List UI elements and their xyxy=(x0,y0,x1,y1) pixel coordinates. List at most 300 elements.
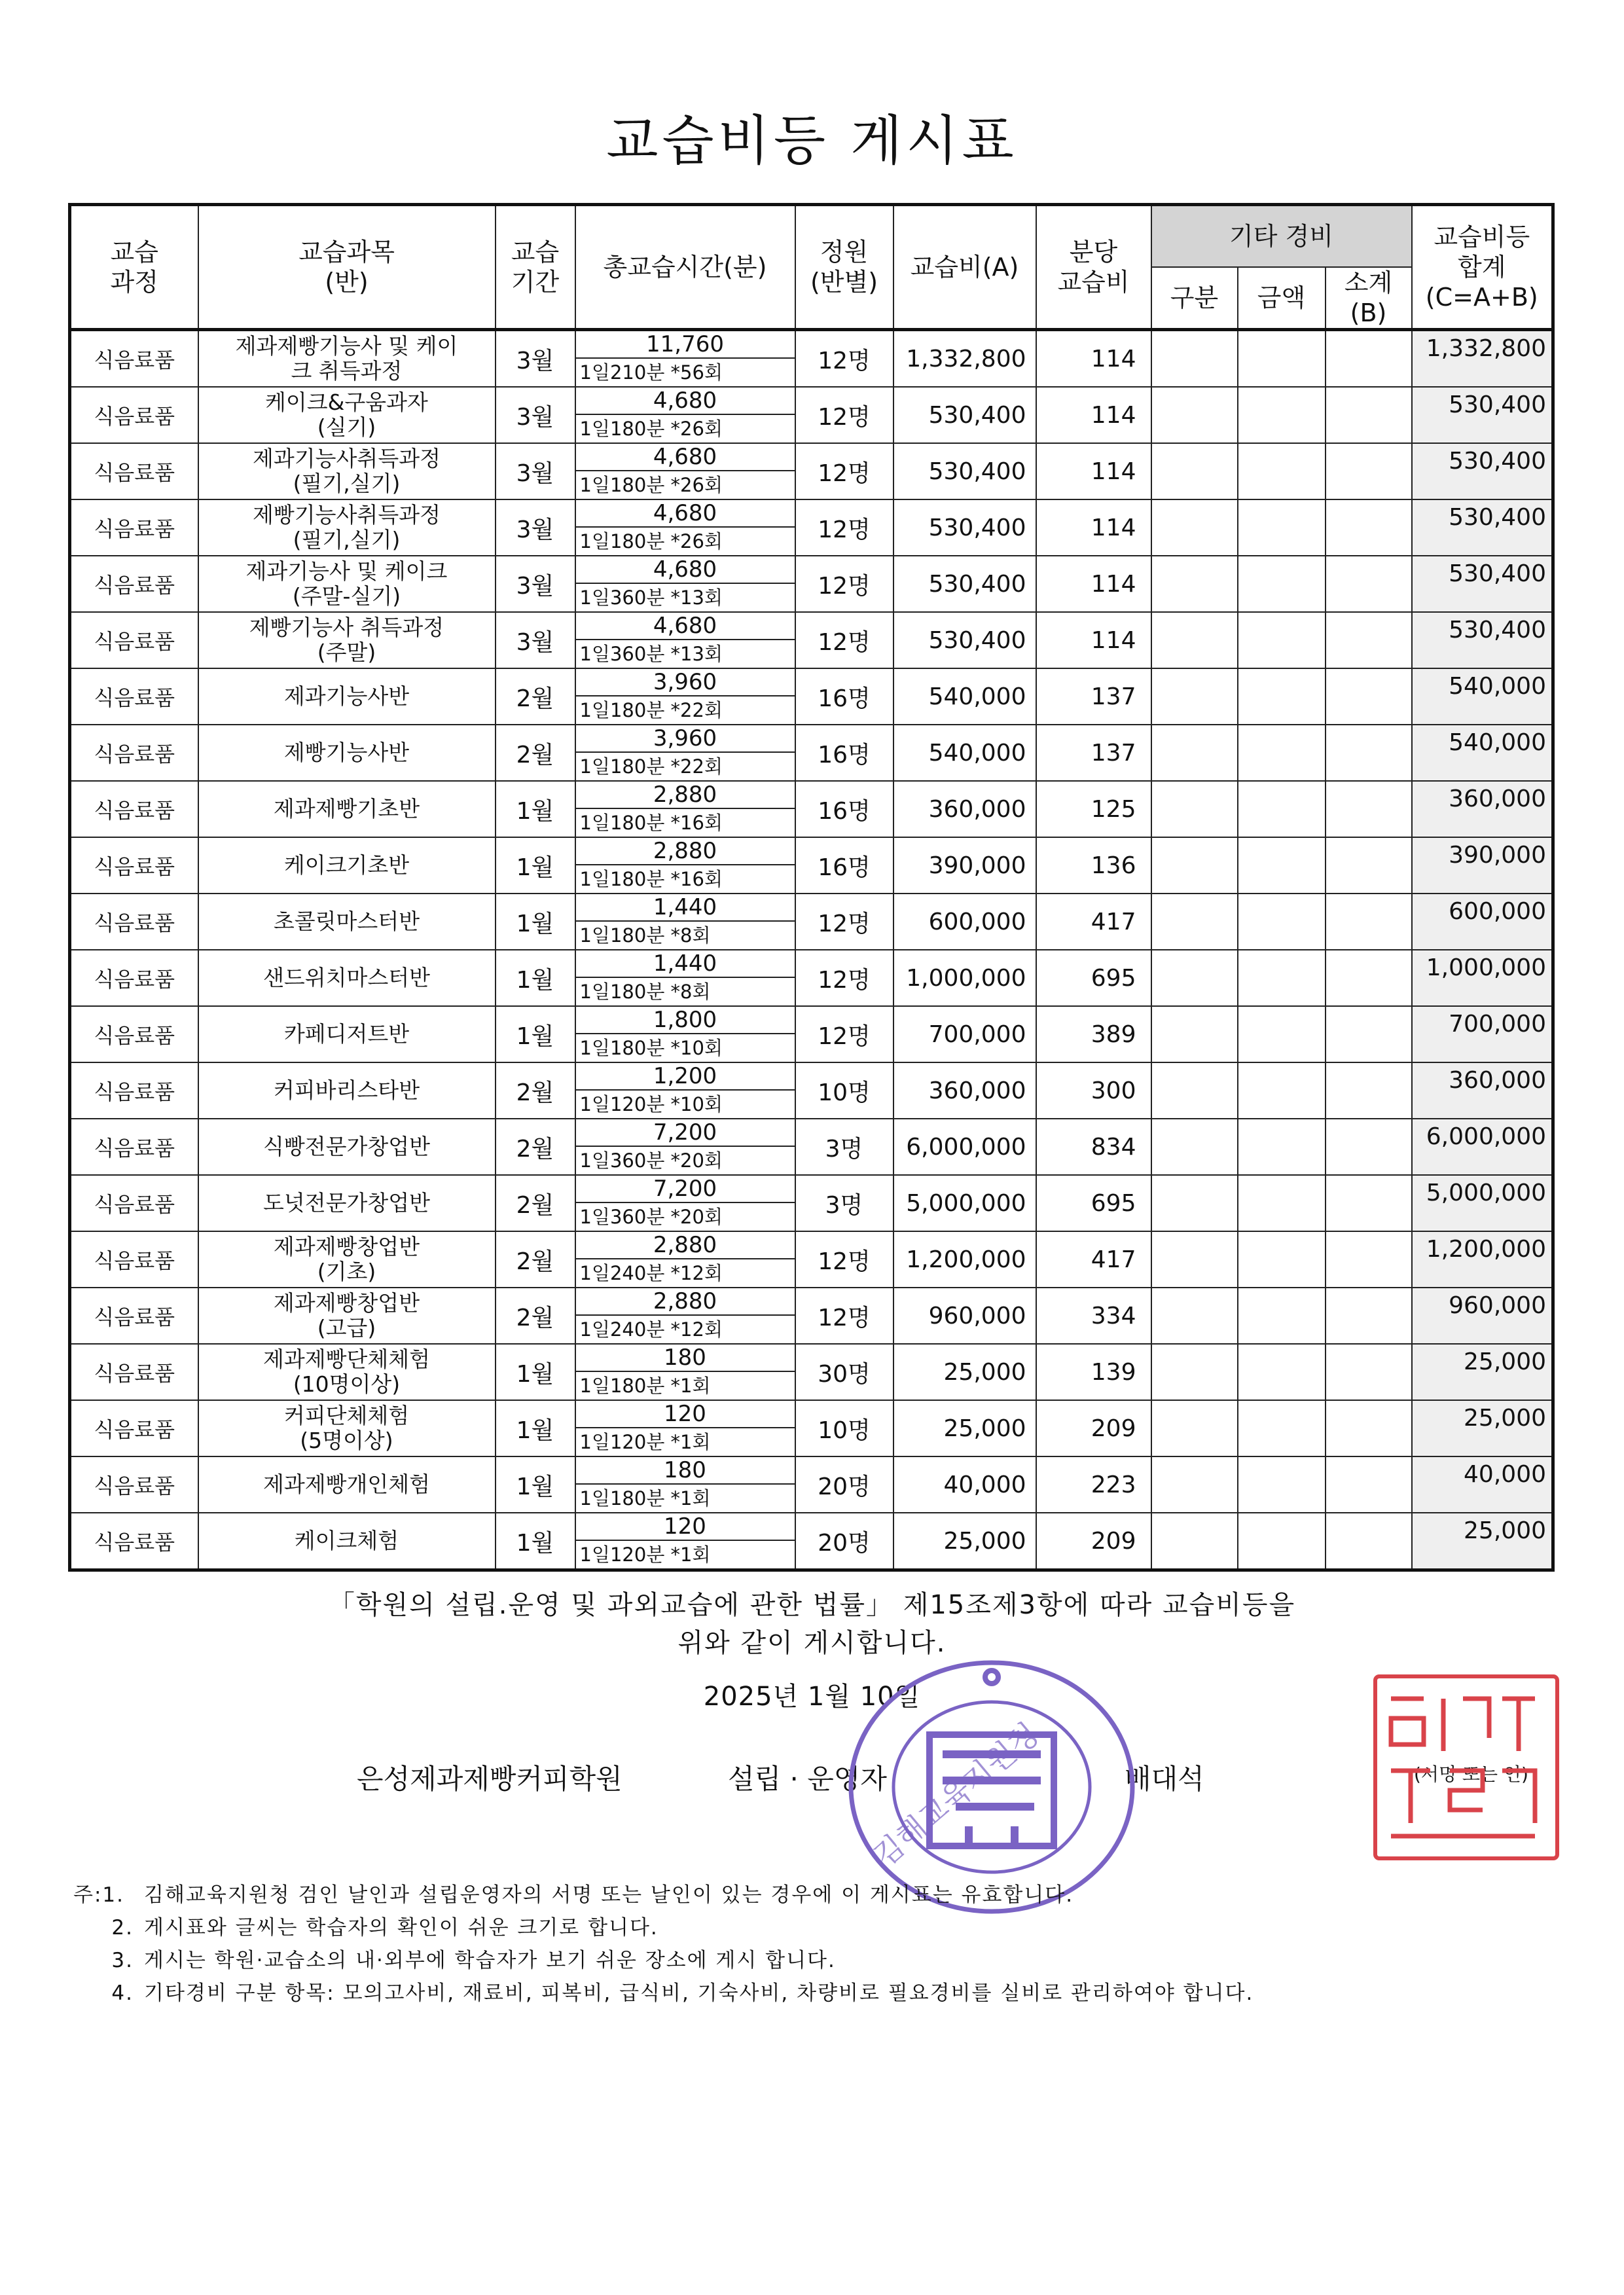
header-per-minute: 분당 교습비 xyxy=(1036,205,1151,330)
total-minutes: 11,760 xyxy=(576,331,795,359)
other-subtotal-cell xyxy=(1326,1006,1412,1062)
table-row xyxy=(70,1062,1553,1119)
sum-cell: 25,000 xyxy=(1412,1400,1553,1456)
operator-role: 설립 · 운영자 xyxy=(728,1763,887,1795)
per-minute-cell: 300 xyxy=(1036,1062,1151,1119)
other-subtotal-cell xyxy=(1326,1400,1412,1456)
session-detail: 1일360분 *20회 xyxy=(579,1206,723,1228)
session-detail: 1일180분 *22회 xyxy=(579,699,723,721)
other-amount-cell xyxy=(1238,1231,1326,1288)
operator-name: 배대석 xyxy=(1125,1763,1204,1795)
subject-cell: 제빵기능사취득과정 (필기,실기) xyxy=(198,499,496,556)
other-type-cell xyxy=(1151,556,1238,612)
period-cell: 1월 xyxy=(496,1513,575,1570)
other-type-cell xyxy=(1151,668,1238,725)
fee-cell: 540,000 xyxy=(893,725,1036,781)
sum-cell: 540,000 xyxy=(1412,725,1553,781)
course-cell: 식음료품 xyxy=(70,612,198,668)
period-cell: 1월 xyxy=(496,837,575,894)
session-detail: 1일240분 *12회 xyxy=(579,1262,723,1284)
period-cell: 2월 xyxy=(496,1062,575,1119)
total-minutes: 1,440 xyxy=(576,950,795,978)
legal-statement-line1: 「학원의 설립.운영 및 과외교습에 관한 법률」 제15조제3항에 따라 교습비등을 xyxy=(328,1590,1296,1620)
period-cell: 1월 xyxy=(496,950,575,1006)
capacity-cell: 10명 xyxy=(795,1400,893,1456)
other-type-cell xyxy=(1151,499,1238,556)
other-amount-cell xyxy=(1238,612,1326,668)
notes-section xyxy=(73,1879,1254,2010)
total-hours-cell xyxy=(575,1062,795,1119)
total-hours-cell xyxy=(575,1119,795,1175)
capacity-cell: 12명 xyxy=(795,443,893,499)
per-minute-cell: 137 xyxy=(1036,725,1151,781)
course-cell: 식음료품 xyxy=(70,1344,198,1400)
total-hours-cell xyxy=(575,1400,795,1456)
period-cell: 1월 xyxy=(496,1456,575,1513)
period-cell: 3월 xyxy=(496,330,575,388)
fee-cell: 360,000 xyxy=(893,1062,1036,1119)
other-subtotal-cell xyxy=(1326,1119,1412,1175)
session-detail: 1일180분 *26회 xyxy=(579,530,723,552)
other-amount-cell xyxy=(1238,387,1326,443)
sum-cell: 5,000,000 xyxy=(1412,1175,1553,1231)
fee-cell: 1,332,800 xyxy=(893,330,1036,388)
total-hours-cell xyxy=(575,725,795,781)
per-minute-cell: 125 xyxy=(1036,781,1151,837)
period-cell: 1월 xyxy=(496,1344,575,1400)
table-row xyxy=(70,443,1553,499)
other-subtotal-cell xyxy=(1326,499,1412,556)
table-row xyxy=(70,1344,1553,1400)
other-type-cell xyxy=(1151,1288,1238,1344)
subject-cell: 커피바리스타반 xyxy=(198,1062,496,1119)
other-amount-cell xyxy=(1238,1175,1326,1231)
other-subtotal-cell xyxy=(1326,837,1412,894)
other-amount-cell xyxy=(1238,725,1326,781)
other-type-cell xyxy=(1151,387,1238,443)
total-hours-cell xyxy=(575,612,795,668)
total-minutes: 1,440 xyxy=(576,894,795,922)
other-type-cell xyxy=(1151,781,1238,837)
course-cell: 식음료품 xyxy=(70,1288,198,1344)
session-detail: 1일180분 *22회 xyxy=(579,755,723,778)
other-type-cell xyxy=(1151,894,1238,950)
other-subtotal-cell xyxy=(1326,1288,1412,1344)
course-cell: 식음료품 xyxy=(70,1119,198,1175)
subject-cell: 제과제빵개인체험 xyxy=(198,1456,496,1513)
other-type-cell xyxy=(1151,1344,1238,1400)
subject-cell: 카페디저트반 xyxy=(198,1006,496,1062)
total-hours-cell xyxy=(575,1344,795,1400)
other-subtotal-cell xyxy=(1326,330,1412,388)
header-capacity: 정원 (반별) xyxy=(795,205,893,330)
capacity-cell: 20명 xyxy=(795,1456,893,1513)
course-cell: 식음료품 xyxy=(70,443,198,499)
session-detail: 1일360분 *20회 xyxy=(579,1149,723,1172)
other-amount-cell xyxy=(1238,1062,1326,1119)
table-row xyxy=(70,387,1553,443)
capacity-cell: 3명 xyxy=(795,1119,893,1175)
fee-cell: 530,400 xyxy=(893,387,1036,443)
total-hours-cell xyxy=(575,1006,795,1062)
per-minute-cell: 417 xyxy=(1036,894,1151,950)
note-3: 3. 게시는 학원·교습소의 내·외부에 학습자가 보기 쉬운 장소에 게시 합니다. xyxy=(111,1949,836,1972)
fee-cell: 960,000 xyxy=(893,1288,1036,1344)
table-row xyxy=(70,1288,1553,1344)
capacity-cell: 12명 xyxy=(795,330,893,388)
per-minute-cell: 114 xyxy=(1036,443,1151,499)
subject-cell: 케이크기초반 xyxy=(198,837,496,894)
sum-cell: 530,400 xyxy=(1412,443,1553,499)
other-subtotal-cell xyxy=(1326,612,1412,668)
period-cell: 3월 xyxy=(496,387,575,443)
total-minutes: 1,800 xyxy=(576,1007,795,1034)
period-cell: 2월 xyxy=(496,1231,575,1288)
other-subtotal-cell xyxy=(1326,1344,1412,1400)
other-type-cell xyxy=(1151,1175,1238,1231)
other-amount-cell xyxy=(1238,499,1326,556)
capacity-cell: 10명 xyxy=(795,1062,893,1119)
header-other-amount: 금액 xyxy=(1238,267,1326,330)
period-cell: 2월 xyxy=(496,1119,575,1175)
fee-cell: 530,400 xyxy=(893,612,1036,668)
subject-cell: 제빵기능사반 xyxy=(198,725,496,781)
sum-cell: 40,000 xyxy=(1412,1456,1553,1513)
subject-cell: 제과제빵창업반 (고급) xyxy=(198,1288,496,1344)
other-type-cell xyxy=(1151,1400,1238,1456)
table-row xyxy=(70,499,1553,556)
total-minutes: 120 xyxy=(576,1401,795,1428)
fee-cell: 1,200,000 xyxy=(893,1231,1036,1288)
subject-cell: 제과제빵기능사 및 케이 크 취득과정 xyxy=(198,330,496,388)
course-cell: 식음료품 xyxy=(70,1513,198,1570)
subject-cell: 커피단체체험 (5명이상) xyxy=(198,1400,496,1456)
other-subtotal-cell xyxy=(1326,950,1412,1006)
period-cell: 3월 xyxy=(496,443,575,499)
total-hours-cell xyxy=(575,443,795,499)
other-amount-cell xyxy=(1238,668,1326,725)
other-amount-cell xyxy=(1238,1456,1326,1513)
course-cell: 식음료품 xyxy=(70,330,198,388)
session-detail: 1일120분 *1회 xyxy=(579,1431,711,1453)
total-minutes: 2,880 xyxy=(576,838,795,865)
other-type-cell xyxy=(1151,330,1238,388)
fee-cell: 530,400 xyxy=(893,443,1036,499)
fee-cell: 700,000 xyxy=(893,1006,1036,1062)
course-cell: 식음료품 xyxy=(70,725,198,781)
header-other-subtotal: 소계 (B) xyxy=(1326,267,1412,330)
sum-cell: 360,000 xyxy=(1412,781,1553,837)
subject-cell: 제과제빵기초반 xyxy=(198,781,496,837)
session-detail: 1일180분 *26회 xyxy=(579,418,723,440)
per-minute-cell: 139 xyxy=(1036,1344,1151,1400)
session-detail: 1일180분 *1회 xyxy=(579,1487,711,1509)
capacity-cell: 16명 xyxy=(795,725,893,781)
total-hours-cell xyxy=(575,781,795,837)
sum-cell: 600,000 xyxy=(1412,894,1553,950)
sum-cell: 1,332,800 xyxy=(1412,330,1553,388)
session-detail: 1일180분 *8회 xyxy=(579,924,711,947)
session-detail: 1일180분 *16회 xyxy=(579,868,723,890)
per-minute-cell: 334 xyxy=(1036,1288,1151,1344)
capacity-cell: 16명 xyxy=(795,837,893,894)
table-row xyxy=(70,1456,1553,1513)
total-hours-cell xyxy=(575,894,795,950)
table-row xyxy=(70,556,1553,612)
total-minutes: 180 xyxy=(576,1345,795,1372)
total-minutes: 4,680 xyxy=(576,556,795,584)
note-1: 주:1. 김해교육지원청 검인 날인과 설립운영자의 서명 또는 날인이 있는 경우에 이 게시표는 유효합니다. xyxy=(73,1883,1074,1907)
session-detail: 1일360분 *13회 xyxy=(579,643,723,665)
sum-cell: 530,400 xyxy=(1412,499,1553,556)
course-cell: 식음료품 xyxy=(70,1062,198,1119)
subject-cell: 제과제빵단체체험 (10명이상) xyxy=(198,1344,496,1400)
capacity-cell: 12명 xyxy=(795,612,893,668)
header-period: 교습 기간 xyxy=(496,205,575,330)
subject-cell: 도넛전문가창업반 xyxy=(198,1175,496,1231)
other-amount-cell xyxy=(1238,1400,1326,1456)
course-cell: 식음료품 xyxy=(70,668,198,725)
other-amount-cell xyxy=(1238,556,1326,612)
period-cell: 2월 xyxy=(496,1175,575,1231)
table-row xyxy=(70,781,1553,837)
total-hours-cell xyxy=(575,499,795,556)
header-sum: 교습비등 합계 (C=A+B) xyxy=(1412,205,1553,330)
other-subtotal-cell xyxy=(1326,1231,1412,1288)
sum-cell: 540,000 xyxy=(1412,668,1553,725)
fee-cell: 530,400 xyxy=(893,499,1036,556)
other-amount-cell xyxy=(1238,837,1326,894)
other-subtotal-cell xyxy=(1326,443,1412,499)
other-type-cell xyxy=(1151,612,1238,668)
per-minute-cell: 695 xyxy=(1036,950,1151,1006)
capacity-cell: 12명 xyxy=(795,499,893,556)
other-amount-cell xyxy=(1238,1288,1326,1344)
total-minutes: 120 xyxy=(576,1513,795,1541)
other-type-cell xyxy=(1151,1062,1238,1119)
sum-cell: 6,000,000 xyxy=(1412,1119,1553,1175)
course-cell: 식음료품 xyxy=(70,1006,198,1062)
fee-table xyxy=(68,203,1555,1572)
per-minute-cell: 223 xyxy=(1036,1456,1151,1513)
table-row xyxy=(70,950,1553,1006)
fee-table-body xyxy=(70,330,1553,1570)
other-amount-cell xyxy=(1238,781,1326,837)
page-title: 교습비등 게시표 xyxy=(606,110,1018,172)
other-subtotal-cell xyxy=(1326,1456,1412,1513)
course-cell: 식음료품 xyxy=(70,781,198,837)
other-type-cell xyxy=(1151,1231,1238,1288)
table-row xyxy=(70,1006,1553,1062)
table-row xyxy=(70,330,1553,388)
total-hours-cell xyxy=(575,1288,795,1344)
session-detail: 1일180분 *26회 xyxy=(579,474,723,496)
total-hours-cell xyxy=(575,1175,795,1231)
fee-cell: 25,000 xyxy=(893,1400,1036,1456)
total-hours-cell xyxy=(575,668,795,725)
capacity-cell: 16명 xyxy=(795,781,893,837)
other-type-cell xyxy=(1151,1119,1238,1175)
total-minutes: 4,680 xyxy=(576,388,795,415)
total-hours-cell xyxy=(575,1456,795,1513)
subject-cell: 식빵전문가창업반 xyxy=(198,1119,496,1175)
other-amount-cell xyxy=(1238,1119,1326,1175)
per-minute-cell: 209 xyxy=(1036,1400,1151,1456)
other-type-cell xyxy=(1151,1006,1238,1062)
sum-cell: 530,400 xyxy=(1412,612,1553,668)
fee-cell: 530,400 xyxy=(893,556,1036,612)
other-amount-cell xyxy=(1238,950,1326,1006)
per-minute-cell: 834 xyxy=(1036,1119,1151,1175)
table-row xyxy=(70,612,1553,668)
total-hours-cell xyxy=(575,1231,795,1288)
table-row xyxy=(70,1175,1553,1231)
table-row xyxy=(70,1231,1553,1288)
session-detail: 1일210분 *56회 xyxy=(579,361,723,384)
period-cell: 2월 xyxy=(496,725,575,781)
total-minutes: 7,200 xyxy=(576,1176,795,1203)
fee-cell: 6,000,000 xyxy=(893,1119,1036,1175)
subject-cell: 제빵기능사 취득과정 (주말) xyxy=(198,612,496,668)
total-hours-cell xyxy=(575,1513,795,1570)
capacity-cell: 12명 xyxy=(795,950,893,1006)
other-subtotal-cell xyxy=(1326,781,1412,837)
course-cell: 식음료품 xyxy=(70,950,198,1006)
sum-cell: 360,000 xyxy=(1412,1062,1553,1119)
course-cell: 식음료품 xyxy=(70,499,198,556)
total-minutes: 180 xyxy=(576,1457,795,1485)
other-type-cell xyxy=(1151,725,1238,781)
table-row xyxy=(70,668,1553,725)
per-minute-cell: 695 xyxy=(1036,1175,1151,1231)
table-row xyxy=(70,1513,1553,1570)
session-detail: 1일240분 *12회 xyxy=(579,1318,723,1341)
header-other-expenses: 기타 경비 xyxy=(1151,205,1412,268)
other-subtotal-cell xyxy=(1326,387,1412,443)
per-minute-cell: 137 xyxy=(1036,668,1151,725)
fee-cell: 5,000,000 xyxy=(893,1175,1036,1231)
course-cell: 식음료품 xyxy=(70,894,198,950)
other-type-cell xyxy=(1151,1456,1238,1513)
subject-cell: 제과기능사반 xyxy=(198,668,496,725)
period-cell: 3월 xyxy=(496,612,575,668)
sum-cell: 25,000 xyxy=(1412,1344,1553,1400)
capacity-cell: 12명 xyxy=(795,556,893,612)
fee-cell: 360,000 xyxy=(893,781,1036,837)
per-minute-cell: 209 xyxy=(1036,1513,1151,1570)
per-minute-cell: 114 xyxy=(1036,387,1151,443)
subject-cell: 샌드위치마스터반 xyxy=(198,950,496,1006)
other-amount-cell xyxy=(1238,1344,1326,1400)
per-minute-cell: 389 xyxy=(1036,1006,1151,1062)
session-detail: 1일360분 *13회 xyxy=(579,587,723,609)
period-cell: 2월 xyxy=(496,668,575,725)
fee-cell: 390,000 xyxy=(893,837,1036,894)
capacity-cell: 12명 xyxy=(795,1288,893,1344)
capacity-cell: 16명 xyxy=(795,668,893,725)
fee-cell: 40,000 xyxy=(893,1456,1036,1513)
course-cell: 식음료품 xyxy=(70,1175,198,1231)
subject-cell: 초콜릿마스터반 xyxy=(198,894,496,950)
other-subtotal-cell xyxy=(1326,894,1412,950)
header-subject: 교습과목 (반) xyxy=(198,205,496,330)
legal-statement-line2: 위와 같이 게시합니다. xyxy=(677,1628,947,1658)
other-subtotal-cell xyxy=(1326,725,1412,781)
other-amount-cell xyxy=(1238,1006,1326,1062)
header-course: 교습 과정 xyxy=(70,205,198,330)
course-cell: 식음료품 xyxy=(70,556,198,612)
capacity-cell: 12명 xyxy=(795,1231,893,1288)
other-type-cell xyxy=(1151,837,1238,894)
total-minutes: 3,960 xyxy=(576,725,795,753)
total-minutes: 7,200 xyxy=(576,1119,795,1147)
sum-cell: 960,000 xyxy=(1412,1288,1553,1344)
subject-cell: 제과제빵창업반 (기초) xyxy=(198,1231,496,1288)
session-detail: 1일120분 *10회 xyxy=(579,1093,723,1115)
total-minutes: 3,960 xyxy=(576,669,795,696)
sum-cell: 530,400 xyxy=(1412,556,1553,612)
subject-cell: 케이크&구움과자 (실기) xyxy=(198,387,496,443)
total-minutes: 4,680 xyxy=(576,444,795,471)
header-other-type: 구분 xyxy=(1151,267,1238,330)
round-seal-text: 김해교육지원청 xyxy=(866,1716,1045,1874)
total-hours-cell xyxy=(575,556,795,612)
course-cell: 식음료품 xyxy=(70,1456,198,1513)
other-amount-cell xyxy=(1238,443,1326,499)
fee-cell: 1,000,000 xyxy=(893,950,1036,1006)
other-subtotal-cell xyxy=(1326,1513,1412,1570)
total-hours-cell xyxy=(575,330,795,388)
period-cell: 1월 xyxy=(496,1006,575,1062)
other-amount-cell xyxy=(1238,894,1326,950)
other-amount-cell xyxy=(1238,330,1326,388)
other-type-cell xyxy=(1151,443,1238,499)
course-cell: 식음료품 xyxy=(70,837,198,894)
sum-cell: 1,200,000 xyxy=(1412,1231,1553,1288)
total-minutes: 2,880 xyxy=(576,1288,795,1316)
other-subtotal-cell xyxy=(1326,668,1412,725)
fee-cell: 25,000 xyxy=(893,1344,1036,1400)
statement-date: 2025년 1월 10일 xyxy=(703,1682,921,1712)
total-minutes: 4,680 xyxy=(576,500,795,528)
total-hours-cell xyxy=(575,837,795,894)
sign-note: (서명 또는 인) xyxy=(1414,1763,1528,1785)
period-cell: 3월 xyxy=(496,499,575,556)
subject-cell: 케이크체험 xyxy=(198,1513,496,1570)
per-minute-cell: 136 xyxy=(1036,837,1151,894)
fee-cell: 25,000 xyxy=(893,1513,1036,1570)
fee-cell: 600,000 xyxy=(893,894,1036,950)
sum-cell: 25,000 xyxy=(1412,1513,1553,1570)
capacity-cell: 12명 xyxy=(795,387,893,443)
sum-cell: 700,000 xyxy=(1412,1006,1553,1062)
session-detail: 1일180분 *16회 xyxy=(579,812,723,834)
academy-name: 은성제과제빵커피학원 xyxy=(357,1763,623,1795)
per-minute-cell: 114 xyxy=(1036,612,1151,668)
table-row xyxy=(70,894,1553,950)
session-detail: 1일180분 *8회 xyxy=(579,981,711,1003)
capacity-cell: 20명 xyxy=(795,1513,893,1570)
header-total-hours: 총교습시간(분) xyxy=(575,205,795,330)
per-minute-cell: 114 xyxy=(1036,556,1151,612)
other-subtotal-cell xyxy=(1326,1062,1412,1119)
per-minute-cell: 114 xyxy=(1036,499,1151,556)
total-minutes: 2,880 xyxy=(576,1232,795,1259)
course-cell: 식음료품 xyxy=(70,1231,198,1288)
other-subtotal-cell xyxy=(1326,556,1412,612)
sum-cell: 390,000 xyxy=(1412,837,1553,894)
per-minute-cell: 417 xyxy=(1036,1231,1151,1288)
